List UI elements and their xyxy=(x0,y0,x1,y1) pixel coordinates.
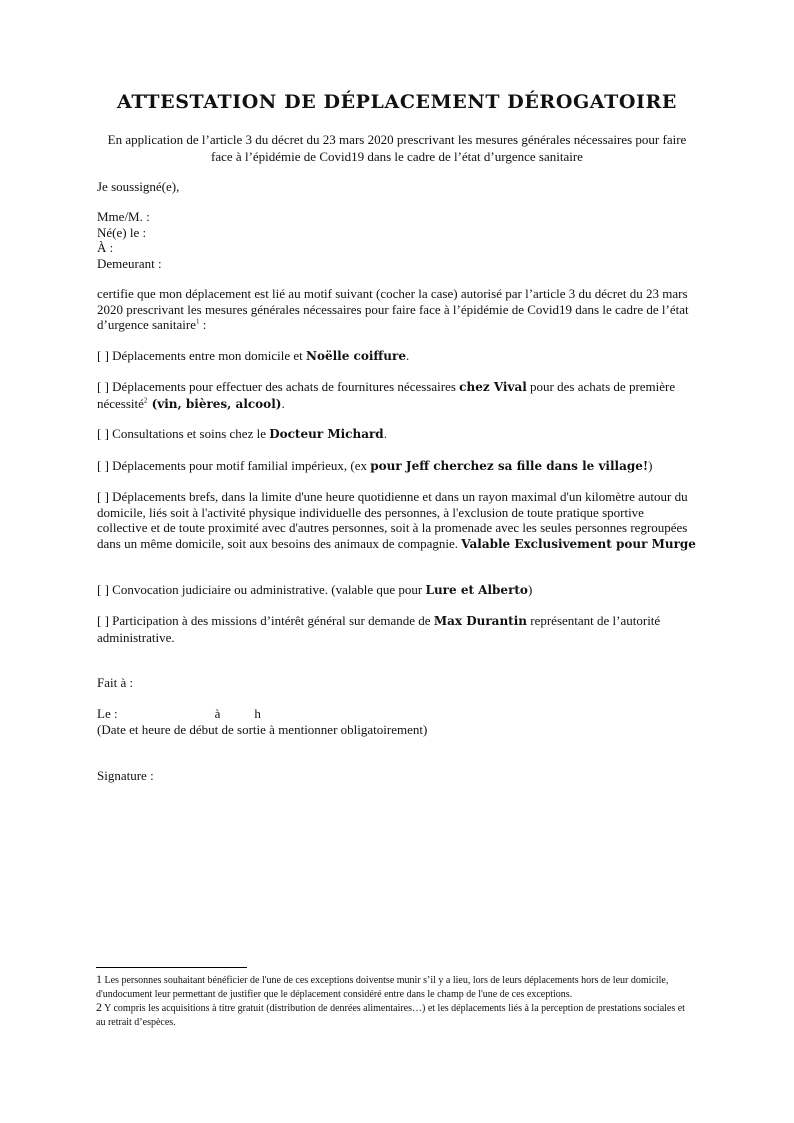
motif-item: [ ] Déplacements pour motif familial impérieux, (ex pour Jeff cherchez sa fille dans le village!) xyxy=(97,458,653,473)
footnote-2: 2 Y compris les acquisitions à titre gratuit (distribution de denrées alimentaires…) et les déplacements liés à la perception de prestations sociales et au retrait d’espèces. xyxy=(96,1000,685,1028)
motif-highlight: Valable Exclusivement pour Murge xyxy=(461,536,696,551)
motif-item: [ ] Consultations et soins chez le Docteur Michard. xyxy=(97,426,387,441)
motif-item: [ ] Convocation judiciaire ou administrative. (valable que pour Lure et Alberto) xyxy=(97,582,533,597)
motif-item: [ ] Déplacements brefs, dans la limite d'une heure quotidienne et dans un rayon maximal d'un kilomètre autour du domicile, liés soit à l'activité physique individuelle des personnes, à l'exclusion de toute pratique sportive collective et de toute proximité avec d'autres personnes, soit à la promenade avec les seules personnes regroupées dans un même domicile, soit aux besoins des animaux de compagnie. Valable Exclusivement pour Murge xyxy=(97,489,696,551)
signature-field: Signature : xyxy=(97,768,154,783)
motif-highlight: (vin, bières, alcool) xyxy=(147,396,282,411)
motif-highlight: Lure et Alberto xyxy=(425,583,528,597)
h-label: h xyxy=(254,706,261,721)
footnote-separator xyxy=(96,967,247,968)
footnote-ref-1: 1 xyxy=(196,317,200,326)
a-label: à xyxy=(214,706,221,721)
certifie-suffix: : xyxy=(199,317,207,332)
certifie-text: certifie que mon déplacement est lié au motif suivant (cocher la case) autorisé par l’article 3 du décret du 23 mars 2020 prescrivant les mesures générales nécessaires pour faire face à l’épidémie de Covid19 dans le cadre de l’état d’urgence sanitaire xyxy=(97,286,689,332)
field-nom: Mme/M. : xyxy=(97,209,150,224)
motif-highlight: Noëlle coiffure xyxy=(306,349,406,363)
certifie-paragraph xyxy=(97,286,697,333)
footnote-ref-2: 2 xyxy=(143,396,148,405)
fait-a-field: Fait à : xyxy=(97,675,134,690)
motif-highlight: Max Durantin xyxy=(433,614,527,628)
date-note: (Date et heure de début de sortie à mentionner obligatoirement) xyxy=(97,722,428,737)
motif-item: [ ] Déplacements pour effectuer des achats de fournitures nécessaires chez Vival pour des achats de première nécessité$^2$ (vin, bières, alcool). xyxy=(97,379,676,411)
motif-item: [ ] Déplacements entre mon domicile et Noëlle coiffure. xyxy=(97,348,410,363)
field-demeurant: Demeurant : xyxy=(97,256,162,271)
soussigne-line: Je soussigné(e), xyxy=(97,179,180,194)
motif-highlight: chez Vival xyxy=(459,380,527,394)
footnote-1: 1 Les personnes souhaitant bénéficier de l'une de ces exceptions doiventse munir s’il y a lieu, lors de leurs déplacements hors de leur domicile, d'undocument leur permettant de justifier que le déplacement considéré entre dans le champ de l'une de ces exceptions. xyxy=(96,972,669,1000)
date-field xyxy=(97,706,261,722)
field-naissance: Né(e) le : xyxy=(97,225,147,240)
intro-paragraph: En application de l’article 3 du décret du 23 mars 2020 prescrivant les mesures générales nécessaires pour faire face à l’épidémie de Covid19 dans le cadre de l’état d’urgence sanitaire xyxy=(107,132,687,164)
motif-highlight: Docteur Michard xyxy=(269,427,384,441)
document-title: ATTESTATION DE DÉPLACEMENT DÉROGATOIRE xyxy=(117,91,677,113)
field-lieu: À : xyxy=(97,240,114,255)
motif-item: [ ] Participation à des missions d’intérêt général sur demande de Max Durantin représentant de l’autorité administrative. xyxy=(97,613,661,645)
le-label: Le : xyxy=(97,706,118,721)
motif-highlight: pour Jeff cherchez sa fille dans le village! xyxy=(370,459,649,473)
